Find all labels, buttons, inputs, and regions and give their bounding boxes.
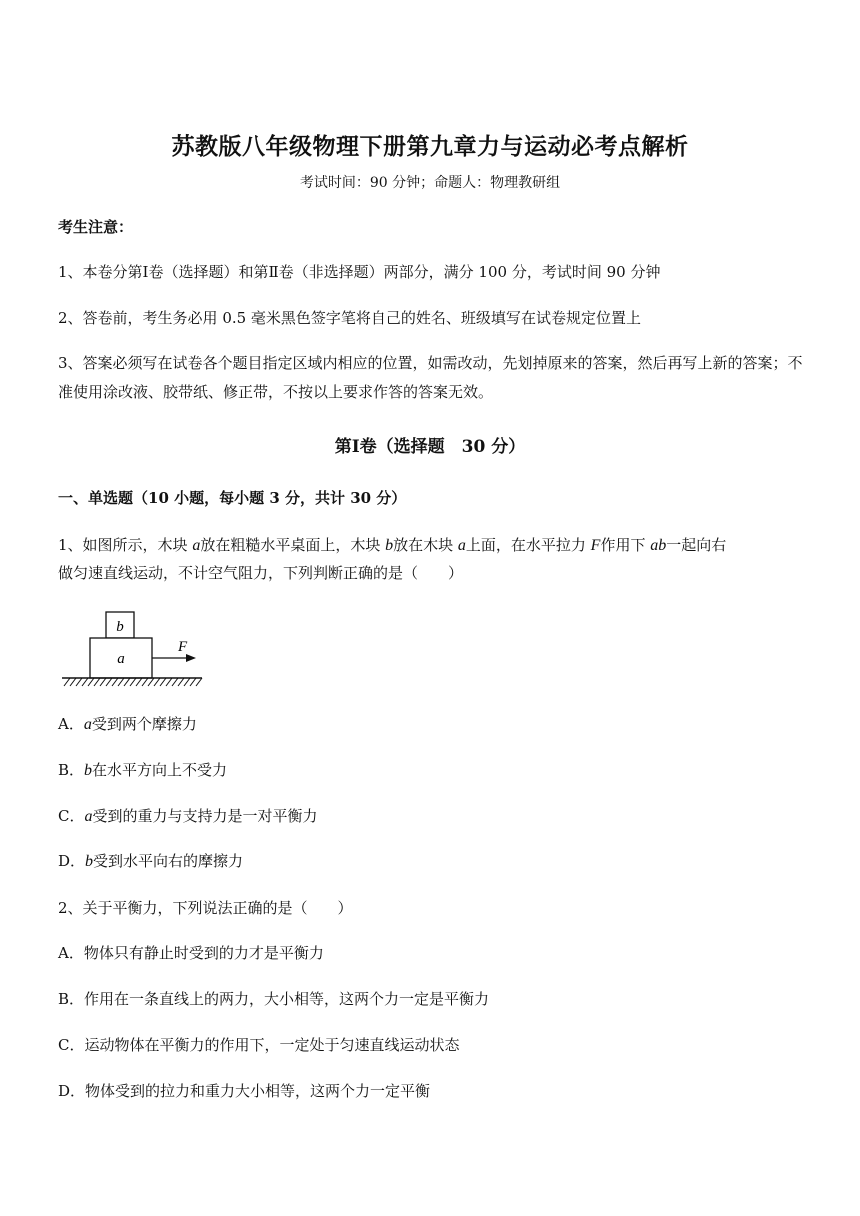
q1-var-ab: ab (650, 537, 667, 554)
notice-item-2: 2、答卷前，考生务必用 0.5 毫米黑色签字笔将自己的姓名、班级填写在试卷规定位置上 (58, 309, 641, 327)
option-prefix: C． (58, 807, 85, 825)
option-text: 受到两个摩擦力 (91, 715, 197, 733)
force-arrow-head (186, 654, 196, 662)
q2-option-C: C．运动物体在平衡力的作用下，一定处于匀速直线运动状态 (58, 1036, 460, 1054)
force-label: F (178, 639, 188, 655)
q1-text: 一起向右 (666, 536, 727, 554)
option-prefix: B． (58, 761, 85, 779)
q1-text: 作用下 (600, 536, 651, 554)
part-heading: 一、单选题（10 小题，每小题 3 分，共计 30 分） (58, 489, 407, 507)
q1-var-a: a (192, 537, 201, 554)
option-var: a (83, 716, 92, 733)
ground-hatching (64, 678, 202, 686)
option-text: 在水平方向上不受力 (92, 761, 228, 779)
q1-var-a: a (457, 537, 466, 554)
option-var: b (84, 762, 93, 779)
option-prefix: A． (58, 715, 84, 733)
document-subtitle: 考试时间：90 分钟；命题人：物理教研组 (299, 175, 561, 191)
option-prefix: D． (58, 852, 86, 870)
q2-option-D: D．物体受到的拉力和重力大小相等，这两个力一定平衡 (58, 1082, 431, 1100)
document-title: 苏教版八年级物理下册第九章力与运动必考点解析 (171, 133, 689, 160)
option-text: 受到的重力与支持力是一对平衡力 (92, 807, 318, 825)
q1-option-C (58, 801, 808, 832)
block-diagram-figure (60, 610, 210, 692)
q1-text: 放在木块 (393, 536, 458, 554)
question-1-stem-line-2: 做匀速直线运动，不计空气阻力，下列判断正确的是（ ） (58, 564, 464, 582)
q1-option-D (58, 846, 808, 877)
q2-option-A: A．物体只有静止时受到的力才是平衡力 (58, 944, 324, 962)
q1-var-b: b (385, 537, 394, 554)
q2-option-B: B．作用在一条直线上的两力，大小相等，这两个力一定是平衡力 (58, 990, 490, 1008)
option-text: 受到水平向右的摩擦力 (93, 852, 244, 870)
q1-option-B (58, 755, 808, 786)
q1-text: 1、如图所示，木块 (58, 536, 193, 554)
q1-text: 上面，在水平拉力 (465, 536, 591, 554)
notice-item-1: 1、本卷分第Ⅰ卷（选择题）和第Ⅱ卷（非选择题）两部分，满分 100 分，考试时间 90 分钟 (58, 263, 661, 281)
block-a-label: a (117, 651, 125, 667)
question-2-stem: 2、关于平衡力，下列说法正确的是（ ） (58, 899, 353, 917)
block-b-label: b (116, 619, 124, 635)
q1-var-F: F (590, 537, 601, 554)
q1-option-A (58, 709, 808, 740)
q1-text: 放在粗糙水平桌面上，木块 (200, 536, 386, 554)
option-var: b (85, 853, 94, 870)
question-1-stem-line-1 (58, 530, 808, 561)
option-var: a (84, 808, 93, 825)
section-title: 第Ⅰ卷（选择题 30 分） (334, 437, 526, 457)
notice-item-3: 3、答案必须写在试卷各个题目指定区域内相应的位置，如需改动，先划掉原来的答案，然后再写上新的答案；不准使用涂改液、胶带纸、修正带，不按以上要求作答的答案无效。 (58, 354, 803, 401)
notice-heading: 考生注意： (58, 218, 134, 236)
